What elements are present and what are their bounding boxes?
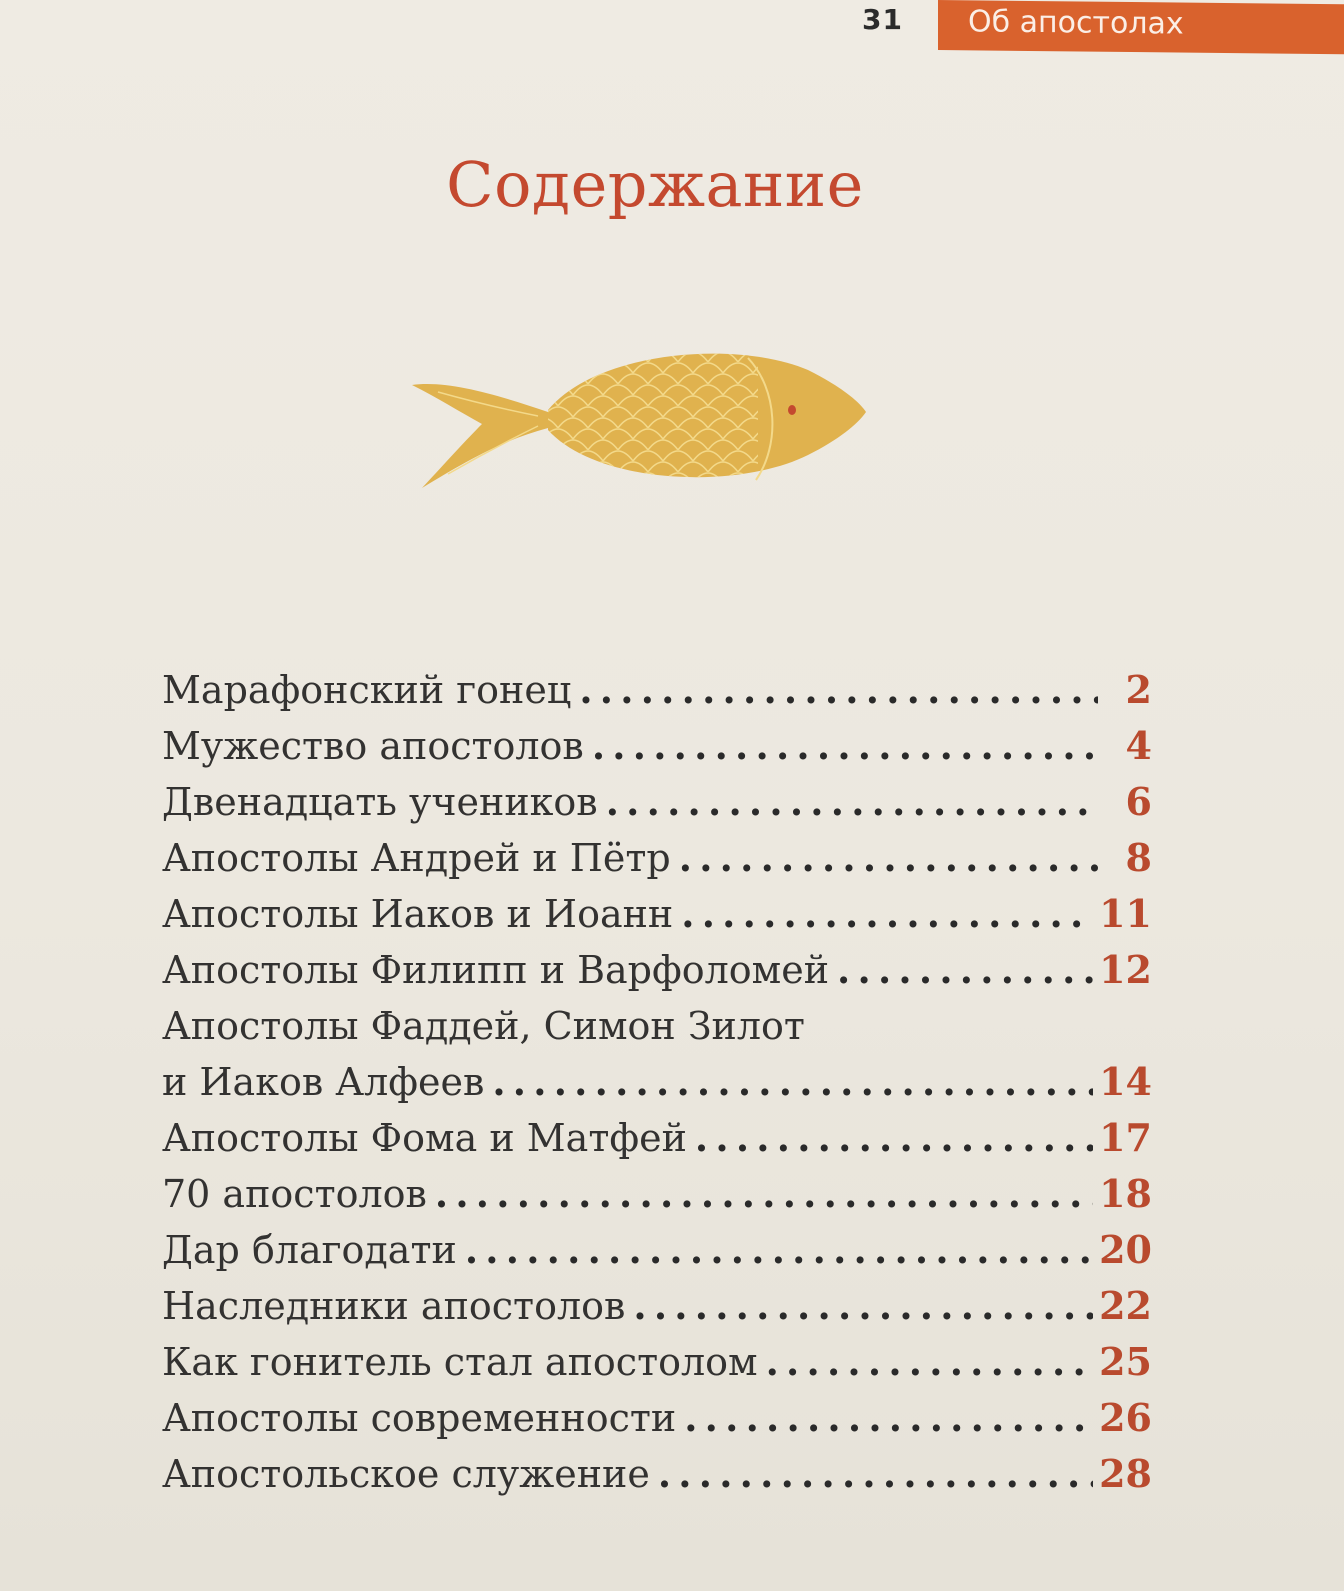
- toc-entry[interactable]: [162, 886, 1152, 942]
- toc-entry-title: Апостолы Иаков и Иоанн: [162, 892, 674, 936]
- dot-leader: [684, 1390, 1093, 1446]
- toc-entry-title: Двенадцать учеников: [162, 780, 598, 824]
- dot-leader: [658, 1446, 1093, 1502]
- toc-entry[interactable]: [162, 1390, 1152, 1446]
- toc-entry[interactable]: [162, 1110, 1152, 1166]
- toc-entry-title: Апостолы Филипп и Варфоломей: [162, 948, 830, 992]
- toc-entry[interactable]: [162, 1278, 1152, 1334]
- toc-entry-page: 26: [1099, 1395, 1152, 1440]
- dot-leader: [766, 1334, 1094, 1390]
- toc-entry-page: 28: [1099, 1451, 1152, 1496]
- section-tab: Об апостолах: [938, 0, 1344, 54]
- toc-entry-title: Дар благодати: [162, 1228, 457, 1272]
- toc-entry-title: Апостолы Фаддей, Симон Зилот: [162, 1004, 805, 1048]
- toc-entry-page: 6: [1125, 779, 1152, 824]
- toc-entry-page: 2: [1125, 667, 1152, 712]
- dot-leader: [435, 1166, 1093, 1222]
- toc-entry-page: 17: [1099, 1115, 1152, 1160]
- toc-entry[interactable]: [162, 1222, 1152, 1278]
- toc-entry-title: Как гонитель стал апостолом: [162, 1340, 758, 1384]
- toc-entry-title: Апостолы Фома и Матфей: [162, 1116, 687, 1160]
- page-number: 31: [862, 3, 903, 36]
- toc-entry[interactable]: [162, 1446, 1152, 1502]
- dot-leader: [633, 1278, 1093, 1334]
- toc-entry-page: 22: [1099, 1283, 1152, 1328]
- dot-leader: [695, 1110, 1093, 1166]
- toc-entry-page: 4: [1125, 723, 1152, 768]
- toc-entry-title: Марафонский гонец: [162, 668, 572, 712]
- toc-entry-title: Апостольское служение: [162, 1452, 650, 1496]
- toc-entry-page: 12: [1099, 947, 1152, 992]
- toc-entry-page: 14: [1099, 1059, 1152, 1104]
- toc-entry[interactable]: [162, 942, 1152, 998]
- fish-icon: [408, 340, 878, 505]
- dot-leader: [465, 1222, 1093, 1278]
- toc-entry-title: Мужество апостолов: [162, 724, 584, 768]
- toc-entry-title-continued: и Иаков Алфеев: [162, 1060, 485, 1104]
- toc-entry[interactable]: [162, 1334, 1152, 1390]
- toc-entry-title: Апостолы Андрей и Пётр: [162, 836, 671, 880]
- toc-entry[interactable]: [162, 1166, 1152, 1222]
- page-title: Содержание: [446, 148, 864, 221]
- toc-entry-page: 8: [1125, 835, 1152, 880]
- toc-entry-page: 11: [1099, 891, 1152, 936]
- toc-entry-page: 18: [1099, 1171, 1152, 1216]
- dot-leader: [592, 718, 1098, 774]
- toc-entry[interactable]: [162, 1054, 1152, 1110]
- dot-leader: [837, 942, 1093, 998]
- toc-entry-title: 70 апостолов: [162, 1172, 427, 1216]
- table-of-contents: [162, 662, 1152, 1502]
- toc-entry[interactable]: [162, 830, 1152, 886]
- toc-entry[interactable]: [162, 718, 1152, 774]
- toc-entry-page: 25: [1099, 1339, 1152, 1384]
- toc-entry[interactable]: [162, 662, 1152, 718]
- dot-leader: [579, 662, 1098, 718]
- dot-leader: [492, 1054, 1093, 1110]
- dot-leader: [679, 830, 1098, 886]
- toc-entry-title: Наследники апостолов: [162, 1284, 626, 1328]
- toc-entry-title: Апостолы современности: [162, 1396, 677, 1440]
- toc-entry-first-line[interactable]: [162, 998, 1152, 1054]
- dot-leader: [681, 886, 1093, 942]
- dot-leader: [606, 774, 1098, 830]
- toc-entry[interactable]: [162, 774, 1152, 830]
- toc-entry-page: 20: [1099, 1227, 1152, 1272]
